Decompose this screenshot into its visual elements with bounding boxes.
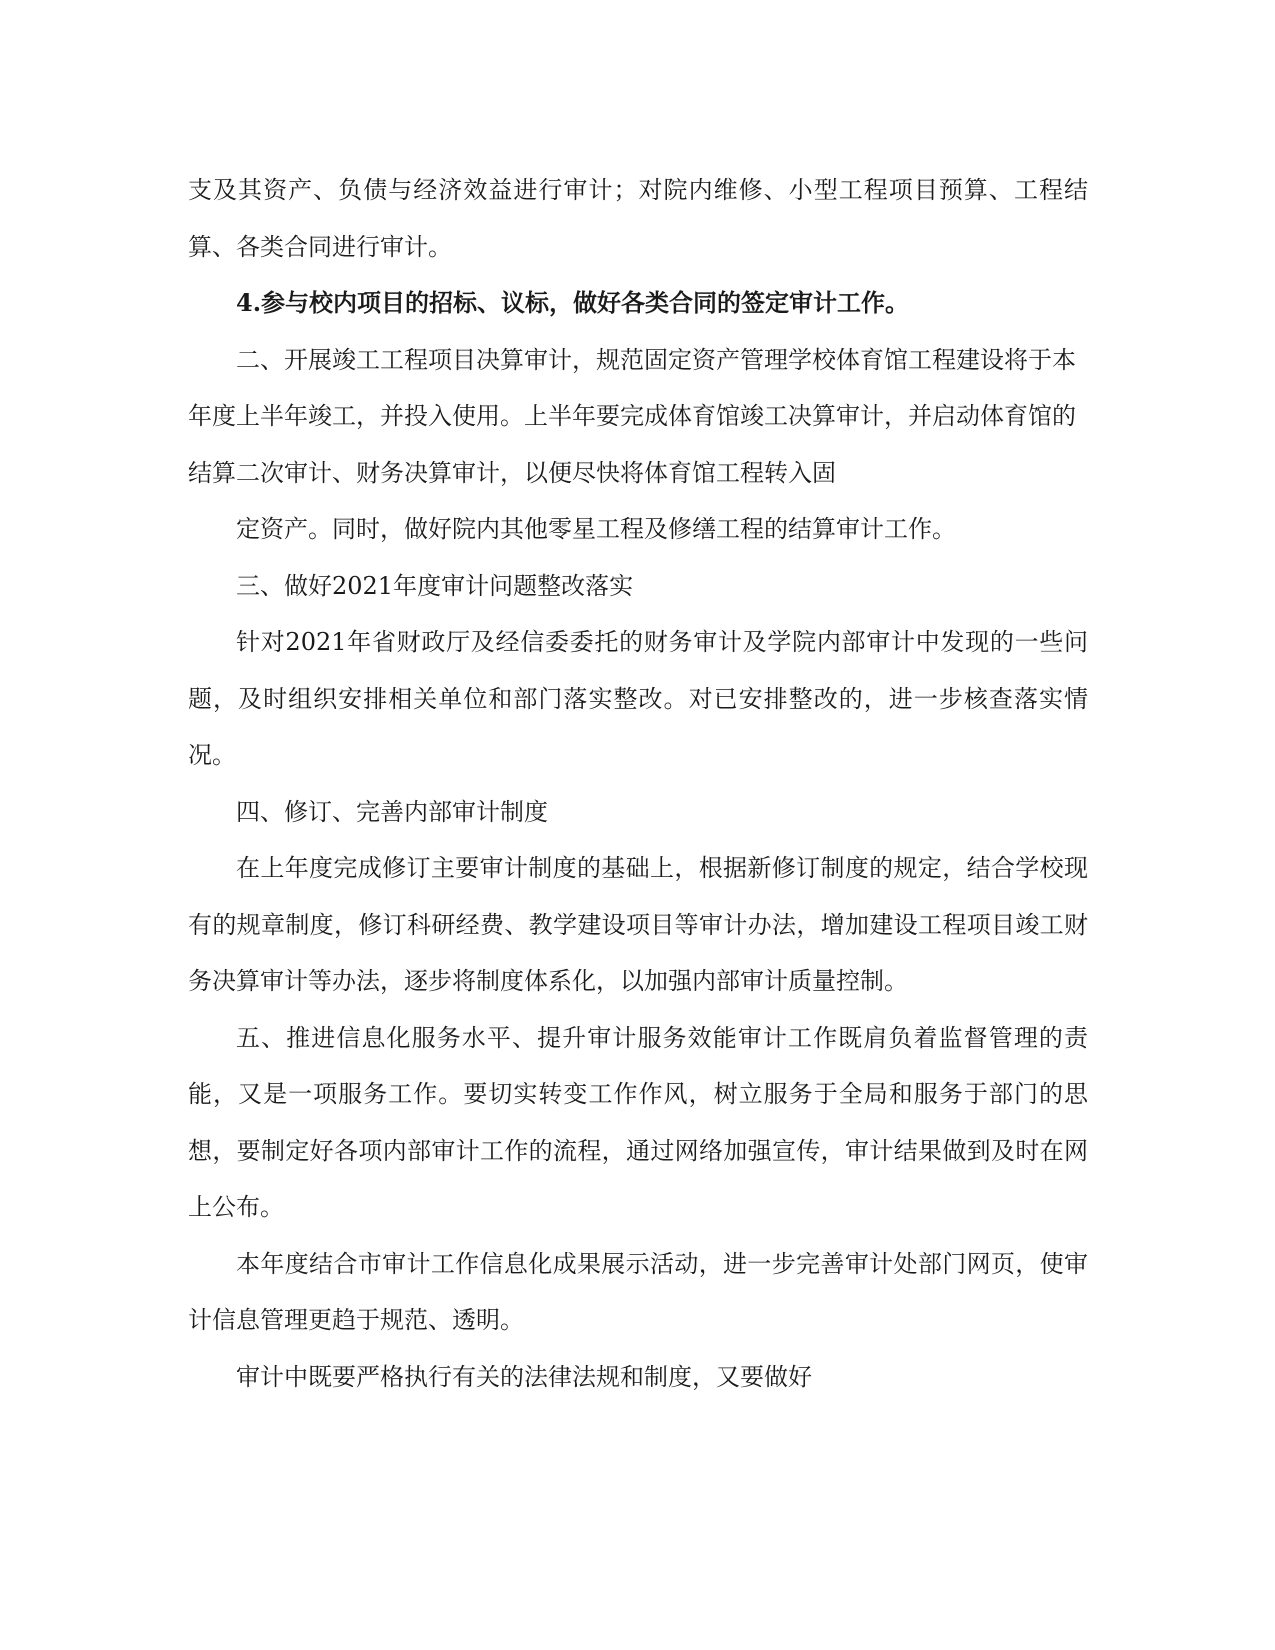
paragraph-audit-scope-continued: 支及其资产、负债与经济效益进行审计；对院内维修、小型工程项目预算、工程结算、各类合同进行审计。 — [188, 176, 1088, 261]
section-heading-4: 四、修订、完善内部审计制度 — [236, 797, 548, 826]
document-body — [188, 162, 1088, 1405]
section-heading-3: 三、做好2021年度审计问题整改落实 — [236, 571, 634, 600]
paragraph-audit-system: 在上年度完成修订主要审计制度的基础上，根据新修订制度的规定，结合学校现有的规章制度，修订科研经费、教学建设项目等审计办法，增加建设工程项目竣工财务决算审计等办法，逐步将制度体系化，以加强内部审计质量控制。 — [188, 854, 1088, 995]
paragraph-rectification: 针对2021年省财政厅及经信委委托的财务审计及学院内部审计中发现的一些问题，及时组织安排相关单位和部门落实整改。对已安排整改的，进一步核查落实情况。 — [188, 628, 1088, 769]
paragraph-laws-regulations: 审计中既要严格执行有关的法律法规和制度，又要做好 — [236, 1362, 812, 1391]
paragraph-item-4-bidding: 4.参与校内项目的招标、议标，做好各类合同的签定审计工作。 — [236, 288, 910, 317]
paragraph-fixed-assets: 定资产。同时，做好院内其他零星工程及修缮工程的结算审计工作。 — [236, 515, 956, 543]
paragraph-web-page: 本年度结合市审计工作信息化成果展示活动，进一步完善审计处部门网页，使审计信息管理更趋于规范、透明。 — [188, 1249, 1088, 1334]
paragraph-section-2-final-accounts: 二、开展竣工工程项目决算审计，规范固定资产管理学校体育馆工程建设将于本年度上半年竣工，并投入使用。上半年要完成体育馆竣工决算审计，并启动体育馆的结算二次审计、财务决算审计，以便尽快将体育馆工程转入固 — [188, 345, 1076, 487]
paragraph-section-5-informatization: 五、推进信息化服务水平、提升审计服务效能审计工作既肩负着监督管理的责能，又是一项服务工作。要切实转变工作作风，树立服务于全局和服务于部门的思想，要制定好各项内部审计工作的流程，通过网络加强宣传，审计结果做到及时在网上公布。 — [188, 1023, 1088, 1221]
